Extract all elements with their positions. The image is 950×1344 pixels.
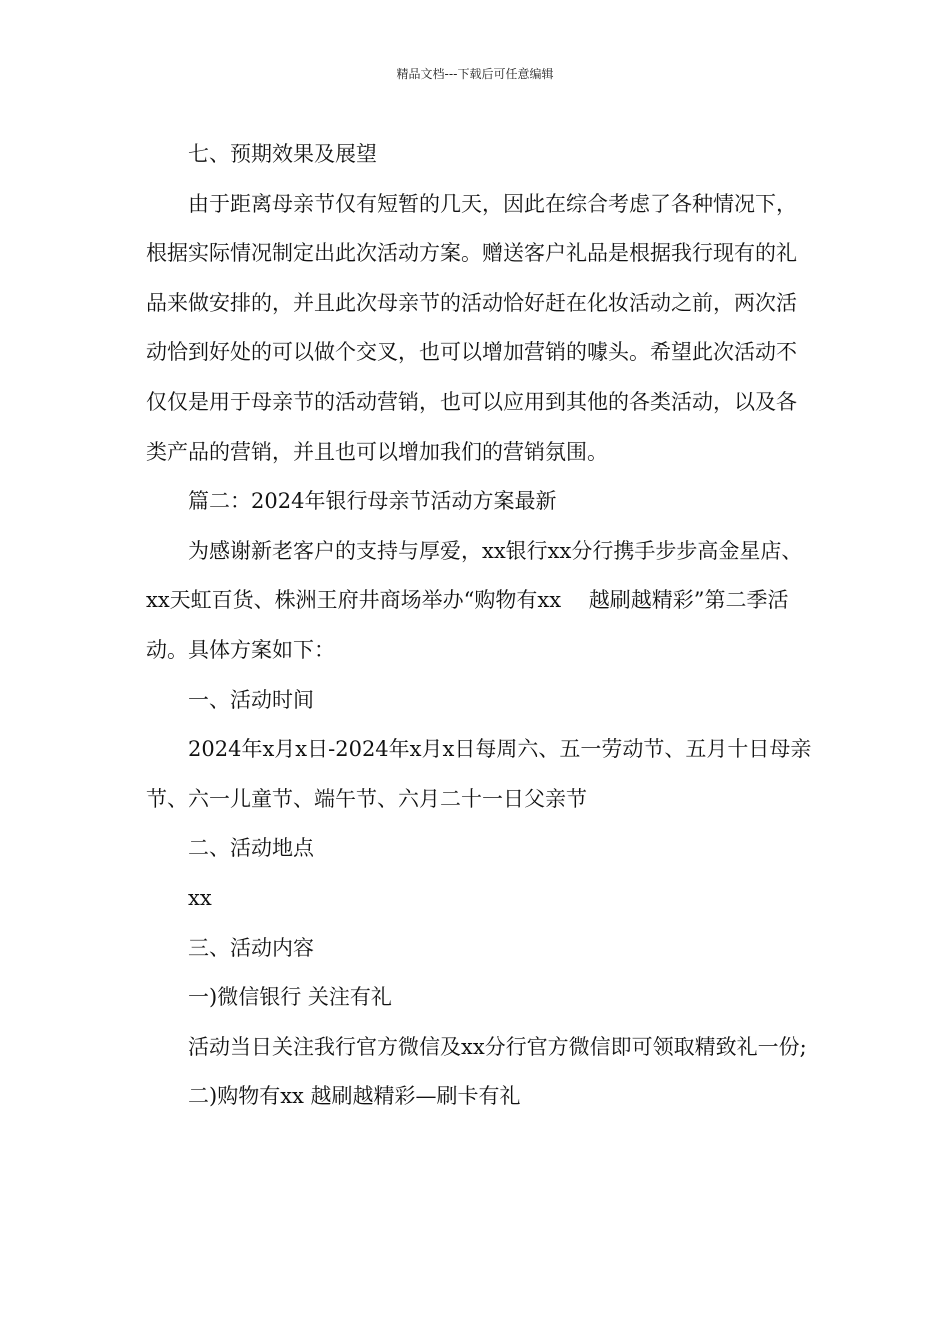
section-heading-location: 二、活动地点 [188, 836, 314, 861]
section-heading-content: 三、活动内容 [188, 935, 314, 960]
paragraph-expected-effects: 由于距离母亲节仅有短暂的几天，因此在综合考虑了各种情况下，根据实际情况制定出此次活动方案。赠送客户礼品是根据我行现有的礼品来做安排的，并且此次母亲节的活动恰好赶在化妆活动之前，两次活动恰到好处的可以做个交叉，也可以增加营销的噱头。希望此次活动不仅仅是用于母亲节的活动营销，也可以应用到其他的各类活动，以及各类产品的营销，并且也可以增加我们的营销氛围。 [146, 191, 797, 464]
subsection-wechat: 一)微信银行 关注有礼 [188, 985, 392, 1010]
chapter-title: 篇二：2024年银行母亲节活动方案最新 [188, 489, 557, 514]
document-body [146, 130, 816, 1122]
subsection-card-swipe: 二)购物有xx 越刷越精彩—刷卡有礼 [188, 1084, 521, 1109]
paragraph-wechat: 活动当日关注我行官方微信及xx分行官方微信即可领取精致礼一份; [188, 1034, 807, 1059]
paragraph-intro: 为感谢新老客户的支持与厚爱，xx银行xx分行携手步步高金星店、xx天虹百货、株洲王府井商场举办“购物有xx 越刷越精彩”第二季活动。具体方案如下： [146, 538, 803, 662]
page-header: 精品文档---下载后可任意编辑 [396, 67, 554, 81]
paragraph-location: xx [188, 885, 212, 910]
section-heading-time: 一、活动时间 [188, 687, 314, 712]
paragraph-time: 2024年x月x日-2024年x月x日每周六、五一劳动节、五月十日母亲节、六一儿童节、端午节、六月二十一日父亲节 [146, 737, 812, 811]
section-heading-expected-effects: 七、预期效果及展望 [188, 142, 377, 166]
